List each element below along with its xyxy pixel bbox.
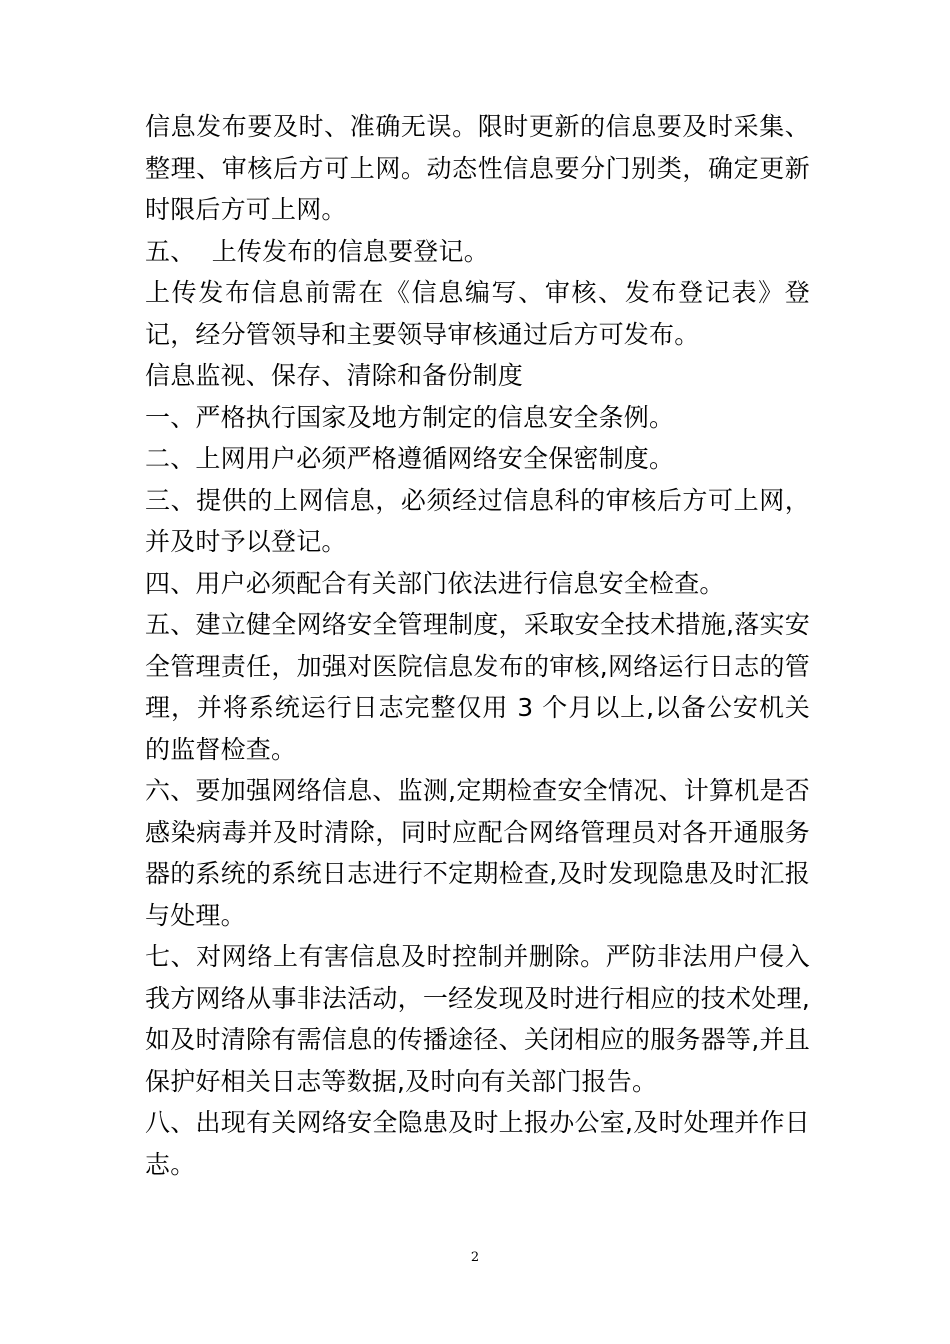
list-item-5: 五、建立健全网络安全管理制度，采取安全技术措施,落实安全管理责任，加强对医院信息发布的审核,网络运行日志的管理，并将系统运行日志完整仅用 3 个月以上,以备公安机关的监督检查。 bbox=[145, 610, 810, 764]
list-item-3: 三、提供的上网信息，必须经过信息科的审核后方可上网，并及时予以登记。 bbox=[145, 485, 810, 556]
list-item-2: 二、上网用户必须严格遵循网络安全保密制度。 bbox=[145, 444, 675, 473]
list-item-8: 八、出现有关网络安全隐患及时上报办公室,及时处理并作日志。 bbox=[145, 1108, 810, 1179]
list-item-6: 六、要加强网络信息、监测,定期检查安全情况、计算机是否感染病毒并及时清除，同时应配合网络管理员对各开通服务器的系统的系统日志进行不定期检查,及时发现隐患及时汇报与处理。 bbox=[145, 776, 810, 930]
list-item-7: 七、对网络上有害信息及时控制并删除。严防非法用户侵入我方网络从事非法活动，一经发现及时进行相应的技术处理,如及时清除有需信息的传播途径、关闭相应的服务器等,并且保护好相关日志等数据,及时向有关部门报告。 bbox=[145, 942, 810, 1096]
paragraph-intro: 信息发布要及时、准确无误。限时更新的信息要及时采集、整理、审核后方可上网。动态性信息要分门别类，确定更新时限后方可上网。 bbox=[145, 112, 810, 224]
page-number: 2 bbox=[470, 1250, 480, 1265]
paragraph-upload-register: 上传发布信息前需在《信息编写、审核、发布登记表》登记，经分管领导和主要领导审核通过后方可发布。 bbox=[145, 278, 810, 349]
section-title: 信息监视、保存、清除和备份制度 bbox=[145, 361, 524, 390]
list-item-4: 四、用户必须配合有关部门依法进行信息安全检查。 bbox=[145, 568, 725, 598]
document-body bbox=[145, 106, 810, 1185]
list-item-1: 一、严格执行国家及地方制定的信息安全条例。 bbox=[145, 402, 675, 432]
paragraph-heading-upload-register: 五、 上传发布的信息要登记。 bbox=[145, 236, 489, 266]
